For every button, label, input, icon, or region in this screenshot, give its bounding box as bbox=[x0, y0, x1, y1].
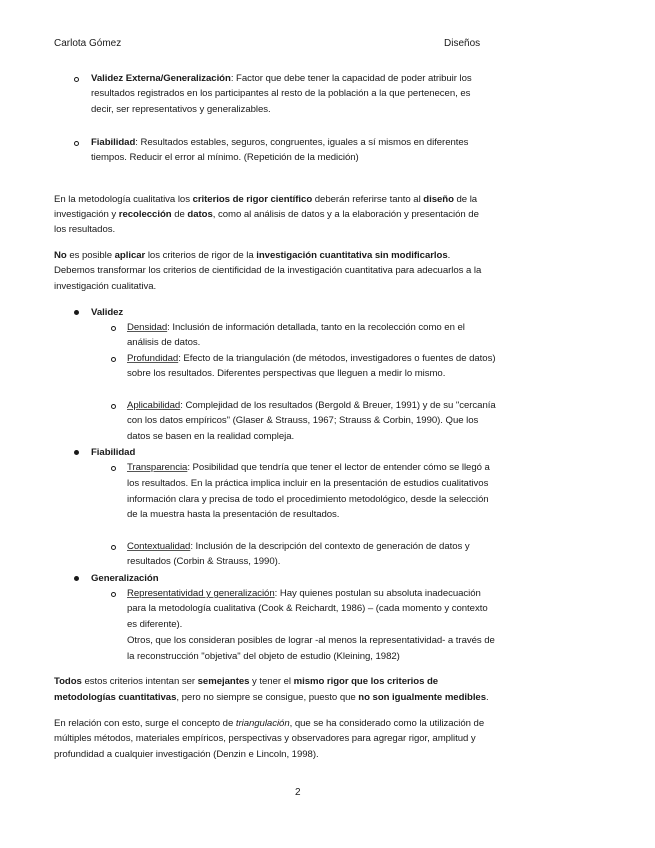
aplicabilidad-line-2: con los datos empíricos" (Glaser & Strauss, 1967; Strauss & Corbin, 1990). Que los bbox=[127, 415, 479, 426]
fiabilidad-cuant-line-2: tiempos. Reducir el error al mínimo. (Repetición de la medición) bbox=[91, 152, 359, 163]
profundidad-line-1: Profundidad: Efecto de la triangulación (de métodos, investigadores o fuentes de datos) bbox=[127, 353, 496, 364]
fiabilidad-cuant-line-1: Fiabilidad: Resultados estables, seguros, congruentes, iguales a sí mismos en diferentes bbox=[91, 137, 469, 148]
contextualidad-line-2: resultados (Corbin & Strauss, 1990). bbox=[127, 556, 281, 567]
bullet-hollow bbox=[74, 77, 79, 82]
paragraph-3-line-1: Todos estos criterios intentan ser semejantes y tener el mismo rigor que los criterios de bbox=[54, 676, 439, 687]
paragraph-2-line-3: investigación cualitativa. bbox=[54, 281, 157, 292]
bullet-hollow bbox=[74, 141, 79, 146]
bullet-hollow bbox=[111, 357, 116, 362]
paragraph-2-line-2: Debemos transformar los criterios de cientificidad de la investigación cuantitativa para adecuarlos a la bbox=[54, 265, 482, 276]
generalizacion-heading: Generalización bbox=[91, 573, 159, 584]
densidad-line-2: análisis de datos. bbox=[127, 337, 201, 348]
bullet-solid bbox=[74, 310, 79, 315]
aplicabilidad-line-3: datos se basen en la realidad compleja. bbox=[127, 431, 295, 442]
validez-externa-line-3: decir, ser representativos y generalizables. bbox=[91, 104, 271, 115]
bullet-hollow bbox=[111, 592, 116, 597]
paragraph-1-line-3: los resultados. bbox=[54, 224, 116, 235]
representatividad-line-2: para la metodología cualitativa (Cook & Reichardt, 1986) – (cada momento y contexto bbox=[127, 603, 488, 614]
fiabilidad-heading: Fiabilidad bbox=[91, 447, 136, 458]
paragraph-4-line-1: En relación con esto, surge el concepto de triangulación, que se ha considerado como la utilización de bbox=[54, 718, 485, 729]
paragraph-2-line-1: No es posible aplicar los criterios de rigor de la investigación cuantitativa sin modificarlos. bbox=[54, 250, 451, 261]
transparencia-line-1: Transparencia: Posibilidad que tendría que tener el lector de entender cómo se llegó a bbox=[127, 462, 490, 473]
densidad-line-1: Densidad: Inclusión de información detallada, tanto en la recolección como en el bbox=[127, 322, 465, 333]
transparencia-line-4: de la muestra hasta la presentación de resultados. bbox=[127, 509, 340, 520]
header-section: Diseños bbox=[444, 38, 481, 49]
transparencia-line-3: información clara y precisa de todo el procedimiento metodológico, desde la selección bbox=[127, 494, 489, 505]
validez-heading: Validez bbox=[91, 307, 124, 318]
header-author: Carlota Gómez bbox=[54, 38, 122, 49]
paragraph-4-line-2: múltiples métodos, materiales empíricos, perspectivas y observadores para agregar rigor, amplitud y bbox=[54, 733, 476, 744]
paragraph-1-line-1: En la metodología cualitativa los criterios de rigor científico deberán referirse tanto al diseño de la bbox=[54, 194, 478, 205]
profundidad-line-2: sobre los resultados. Diferentes perspectivas que lleguen a medir lo mismo. bbox=[127, 368, 446, 379]
transparencia-line-2: los resultados. En la práctica implica incluir en la presentación de estudios cualitativos bbox=[127, 478, 489, 489]
bullet-hollow bbox=[111, 404, 116, 409]
contextualidad-line-1: Contextualidad: Inclusión de la descripción del contexto de generación de datos y bbox=[127, 541, 470, 552]
representatividad-line-5: la reconstrucción "objetiva" del objeto de estudio (Kleining, 1982) bbox=[127, 651, 400, 662]
representatividad-line-3: es diferente). bbox=[127, 619, 183, 630]
validez-externa-line-1: Validez Externa/Generalización: Factor que debe tener la capacidad de poder atribuir los bbox=[91, 73, 472, 84]
page-number: 2 bbox=[295, 787, 301, 798]
bullet-solid bbox=[74, 576, 79, 581]
paragraph-3-line-2: metodologías cuantitativas, pero no siempre se consigue, puesto que no son igualmente medibles. bbox=[54, 692, 489, 703]
representatividad-line-1: Representatividad y generalización: Hay quienes postulan su absoluta inadecuación bbox=[127, 588, 481, 599]
aplicabilidad-line-1: Aplicabilidad: Complejidad de los resultados (Bergold & Breuer, 1991) y de su "cercanía bbox=[127, 400, 496, 411]
bullet-hollow bbox=[111, 545, 116, 550]
paragraph-4-line-3: profundidad a cualquier investigación (Denzin e Lincoln, 1998). bbox=[54, 749, 319, 760]
validez-externa-line-2: resultados registrados en los participantes al resto de la población a la que pertenecen, es bbox=[91, 88, 471, 99]
bullet-hollow bbox=[111, 466, 116, 471]
representatividad-line-4: Otros, que los consideran posibles de lograr -al menos la representatividad- a través de bbox=[127, 635, 495, 646]
bullet-hollow bbox=[111, 326, 116, 331]
paragraph-1-line-2: investigación y recolección de datos, como al análisis de datos y a la elaboración y presentación de bbox=[54, 209, 479, 220]
bullet-solid bbox=[74, 450, 79, 455]
